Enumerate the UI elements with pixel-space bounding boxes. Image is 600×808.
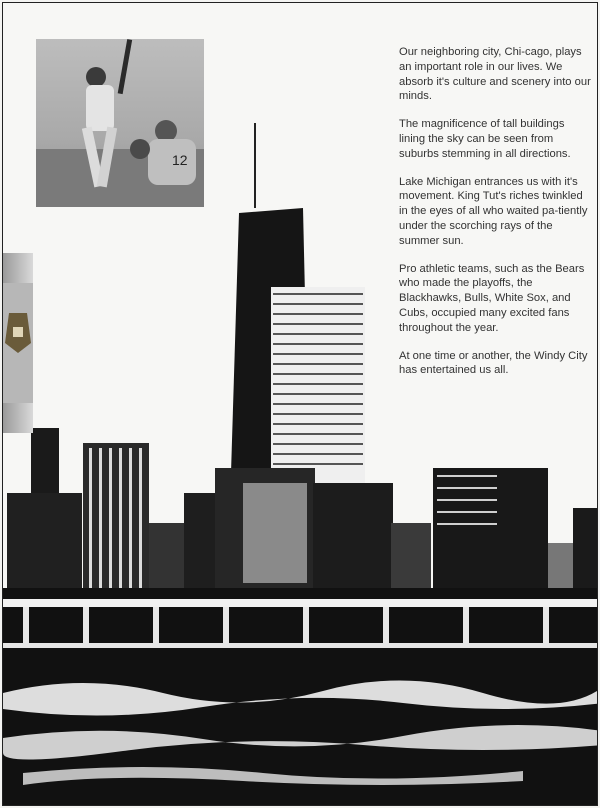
article-text <box>399 45 591 391</box>
paragraph-windy-city: At one time or another, the Windy City has entertained us all. <box>399 349 588 377</box>
paragraph-lake-michigan: Lake Michigan entrances us with it's movement. King Tut's riches twinkled in the eyes of all who waited pa-tiently under the scorching rays of the summer sun. <box>399 175 588 247</box>
paragraph-chicago-intro: Our neighboring city, Chi-cago, plays an important role in our lives. We absorb it's culture and scenery into our minds. <box>399 46 591 103</box>
catcher-jersey-number: 12 <box>172 152 188 168</box>
king-tut-poster-photo <box>3 253 33 433</box>
paragraph-sports-teams: Pro athletic teams, such as the Bears who made the playoffs, the Blackhawks, Bulls, White Sox, and Cubs, occupied many excited fans throughout the year. <box>399 262 585 334</box>
yearbook-page <box>2 2 598 806</box>
baseball-batter-photo <box>36 39 204 207</box>
paragraph-tall-buildings: The magnificence of tall buildings lining the sky can be seen from suburbs stemming in all directions. <box>399 118 571 160</box>
